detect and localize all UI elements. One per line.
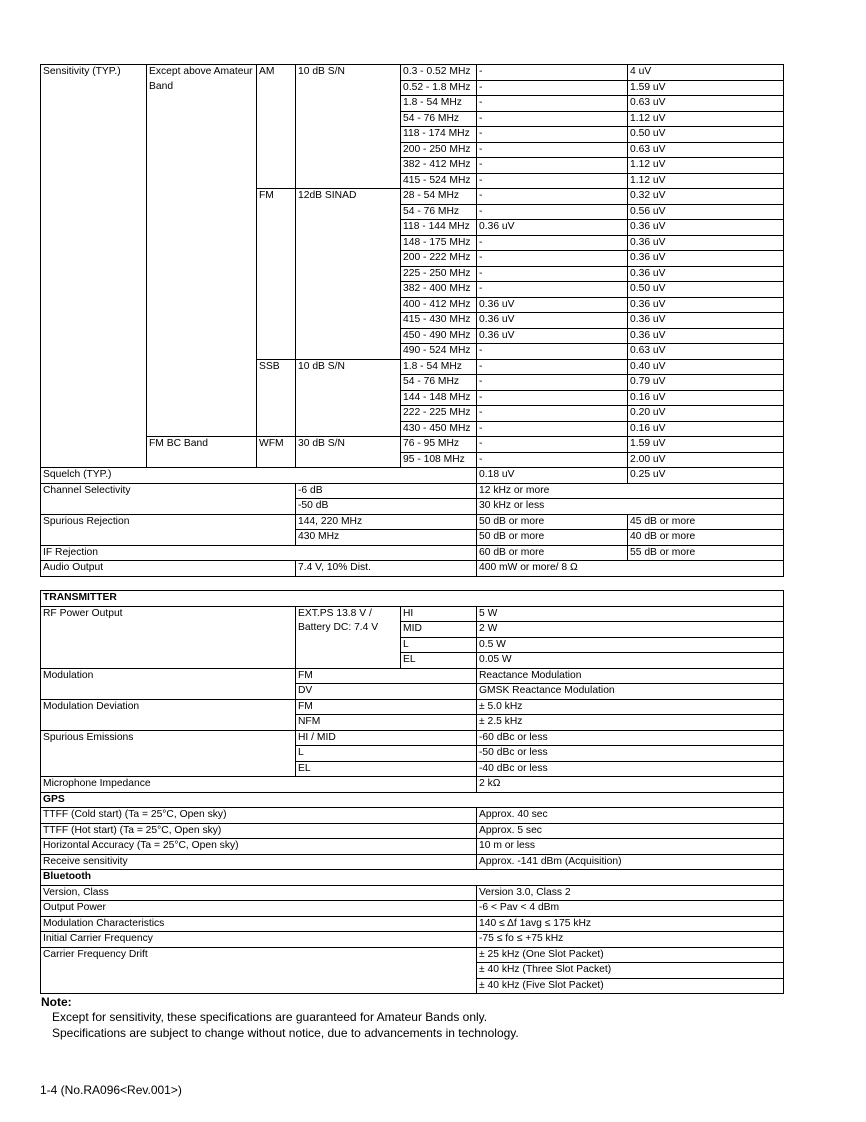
sensitivity-value: 0.63 uV [628, 96, 784, 112]
sensitivity-value: 0.79 uV [628, 375, 784, 391]
spec-value: Approx. -141 dBm (Acquisition) [477, 854, 784, 870]
spec-value: -60 dBc or less [477, 730, 784, 746]
spec-value: 30 kHz or less [477, 499, 784, 515]
spec-label: Spurious Emissions [41, 730, 296, 777]
transmitter-spec-table [40, 590, 784, 994]
sensitivity-value: 1.12 uV [628, 158, 784, 174]
sensitivity-value: 0.36 uV [477, 313, 628, 329]
bluetooth-row [41, 885, 784, 901]
spec-value: 0.18 uV [477, 468, 628, 484]
spec-value: ± 25 kHz (One Slot Packet) [477, 947, 784, 963]
spec-label: Audio Output [41, 561, 296, 577]
sensitivity-value: - [477, 65, 628, 81]
sensitivity-value: 0.36 uV [628, 251, 784, 267]
if-rejection-row [41, 545, 784, 561]
frequency-range: 415 - 524 MHz [401, 173, 477, 189]
spec-value: -75 ≤ fo ≤ +75 kHz [477, 932, 784, 948]
sensitivity-value: 0.36 uV [477, 297, 628, 313]
sensitivity-value: - [477, 127, 628, 143]
sensitivity-value: - [477, 406, 628, 422]
condition-label: 30 dB S/N [296, 437, 401, 468]
sensitivity-value: 0.56 uV [628, 204, 784, 220]
condition-label: 12dB SINAD [296, 189, 401, 360]
frequency-range: 415 - 430 MHz [401, 313, 477, 329]
band-group-label: Except above Amateur Band [147, 65, 257, 437]
sensitivity-value: - [477, 111, 628, 127]
condition-label: 10 dB S/N [296, 359, 401, 437]
sensitivity-row [41, 437, 784, 453]
sensitivity-value: - [477, 204, 628, 220]
sensitivity-value: 4 uV [628, 65, 784, 81]
frequency-range: 382 - 400 MHz [401, 282, 477, 298]
audio-output-row [41, 561, 784, 577]
bluetooth-row [41, 901, 784, 917]
spurious-row [41, 730, 784, 746]
spec-label: Channel Selectivity [41, 483, 296, 514]
gps-row [41, 854, 784, 870]
spec-condition: 144, 220 MHz [296, 514, 477, 530]
spec-condition: FM [296, 668, 477, 684]
spec-value: 0.05 W [477, 653, 784, 669]
sensitivity-value: 1.59 uV [628, 437, 784, 453]
spec-label: IF Rejection [41, 545, 477, 561]
spec-label: Horizontal Accuracy (Ta = 25°C, Open sky) [41, 839, 477, 855]
note-line: Specifications are subject to change without notice, due to advancements in technology. [52, 1026, 519, 1040]
spec-value: 40 dB or more [628, 530, 784, 546]
spec-value: 5 W [477, 606, 784, 622]
section-header: GPS [41, 792, 784, 808]
note-section [41, 995, 519, 1041]
spec-value: ± 5.0 kHz [477, 699, 784, 715]
squelch-row [41, 468, 784, 484]
sensitivity-value: - [477, 96, 628, 112]
spec-condition: 7.4 V, 10% Dist. [296, 561, 477, 577]
spec-label: Squelch (TYP.) [41, 468, 477, 484]
spec-value: ± 40 kHz (Three Slot Packet) [477, 963, 784, 979]
sensitivity-value: - [477, 421, 628, 437]
section-header-row [41, 591, 784, 607]
section-header-row [41, 870, 784, 886]
spec-label: Spurious Rejection [41, 514, 296, 545]
frequency-range: 0.3 - 0.52 MHz [401, 65, 477, 81]
rf-power-row [41, 606, 784, 622]
sensitivity-value: 1.59 uV [628, 80, 784, 96]
frequency-range: 54 - 76 MHz [401, 111, 477, 127]
note-title: Note: [41, 995, 72, 1009]
spec-label: Microphone Impedance [41, 777, 477, 793]
frequency-range: 450 - 490 MHz [401, 328, 477, 344]
frequency-range: 54 - 76 MHz [401, 375, 477, 391]
sensitivity-value: 0.36 uV [628, 235, 784, 251]
sensitivity-value: 0.32 uV [628, 189, 784, 205]
frequency-range: 200 - 250 MHz [401, 142, 477, 158]
power-level: EL [401, 653, 477, 669]
sensitivity-value: 1.12 uV [628, 173, 784, 189]
sensitivity-value: - [477, 158, 628, 174]
spec-condition: -50 dB [296, 499, 477, 515]
sensitivity-value: 0.36 uV [628, 328, 784, 344]
spec-label: Modulation [41, 668, 296, 699]
spec-value: 60 dB or more [477, 545, 628, 561]
sensitivity-value: 2.00 uV [628, 452, 784, 468]
sensitivity-value: 0.20 uV [628, 406, 784, 422]
sensitivity-value: 0.16 uV [628, 421, 784, 437]
frequency-range: 54 - 76 MHz [401, 204, 477, 220]
spec-label: Modulation Characteristics [41, 916, 477, 932]
sensitivity-value: 0.36 uV [628, 297, 784, 313]
frequency-range: 490 - 524 MHz [401, 344, 477, 360]
power-level: HI [401, 606, 477, 622]
spec-value: GMSK Reactance Modulation [477, 684, 784, 700]
gps-row [41, 839, 784, 855]
sensitivity-value: - [477, 359, 628, 375]
frequency-range: 118 - 144 MHz [401, 220, 477, 236]
power-level: L [401, 637, 477, 653]
gps-row [41, 808, 784, 824]
spec-value: 50 dB or more [477, 530, 628, 546]
spec-label: RF Power Output [41, 606, 296, 668]
sensitivity-value: - [477, 173, 628, 189]
sensitivity-value: - [477, 251, 628, 267]
sensitivity-value: 0.36 uV [628, 220, 784, 236]
spec-label: Initial Carrier Frequency [41, 932, 477, 948]
frequency-range: 430 - 450 MHz [401, 421, 477, 437]
channel-selectivity-row [41, 483, 784, 499]
spec-value: 45 dB or more [628, 514, 784, 530]
spec-condition: FM [296, 699, 477, 715]
spec-value: Reactance Modulation [477, 668, 784, 684]
carrier-drift-row [41, 947, 784, 963]
spec-value: ± 2.5 kHz [477, 715, 784, 731]
spec-value: 0.5 W [477, 637, 784, 653]
sensitivity-value: 0.36 uV [477, 220, 628, 236]
mode-label: SSB [257, 359, 296, 437]
sensitivity-value: - [477, 390, 628, 406]
sensitivity-value: 0.16 uV [628, 390, 784, 406]
sensitivity-value: 0.40 uV [628, 359, 784, 375]
spurious-rejection-row [41, 514, 784, 530]
frequency-range: 0.52 - 1.8 MHz [401, 80, 477, 96]
spec-condition: 430 MHz [296, 530, 477, 546]
section-header-row [41, 792, 784, 808]
spec-value: 50 dB or more [477, 514, 628, 530]
frequency-range: 28 - 54 MHz [401, 189, 477, 205]
frequency-range: 1.8 - 54 MHz [401, 359, 477, 375]
spec-value: -50 dBc or less [477, 746, 784, 762]
power-level: MID [401, 622, 477, 638]
mode-label: FM [257, 189, 296, 360]
spec-value: 2 kΩ [477, 777, 784, 793]
sensitivity-label: Sensitivity (TYP.) [41, 65, 147, 468]
spec-value: Approx. 5 sec [477, 823, 784, 839]
spec-value: -6 < Pav < 4 dBm [477, 901, 784, 917]
sensitivity-value: 0.63 uV [628, 142, 784, 158]
receiver-spec-table [40, 64, 784, 577]
sensitivity-value: 1.12 uV [628, 111, 784, 127]
frequency-range: 144 - 148 MHz [401, 390, 477, 406]
spec-value: 2 W [477, 622, 784, 638]
bluetooth-row [41, 916, 784, 932]
spec-condition: EL [296, 761, 477, 777]
spec-condition: DV [296, 684, 477, 700]
spec-label: Modulation Deviation [41, 699, 296, 730]
spec-value: -40 dBc or less [477, 761, 784, 777]
spec-value: Approx. 40 sec [477, 808, 784, 824]
sensitivity-value: 0.36 uV [628, 266, 784, 282]
sensitivity-value: 0.36 uV [628, 313, 784, 329]
spec-value: 12 kHz or more [477, 483, 784, 499]
section-header: TRANSMITTER [41, 591, 784, 607]
mode-label: AM [257, 65, 296, 189]
bluetooth-row [41, 932, 784, 948]
spec-label: TTFF (Cold start) (Ta = 25°C, Open sky) [41, 808, 477, 824]
sensitivity-value: - [477, 375, 628, 391]
spec-label: Carrier Frequency Drift [41, 947, 477, 994]
sensitivity-value: - [477, 344, 628, 360]
spec-condition: NFM [296, 715, 477, 731]
spec-label: TTFF (Hot start) (Ta = 25°C, Open sky) [41, 823, 477, 839]
spec-label: Version, Class [41, 885, 477, 901]
sensitivity-value: 0.63 uV [628, 344, 784, 360]
frequency-range: 95 - 108 MHz [401, 452, 477, 468]
modulation-row [41, 668, 784, 684]
sensitivity-value: - [477, 437, 628, 453]
spec-condition: HI / MID [296, 730, 477, 746]
spec-value: ± 40 kHz (Five Slot Packet) [477, 978, 784, 994]
sensitivity-value: - [477, 142, 628, 158]
frequency-range: 400 - 412 MHz [401, 297, 477, 313]
frequency-range: 118 - 174 MHz [401, 127, 477, 143]
spec-value: 55 dB or more [628, 545, 784, 561]
spec-value: Version 3.0, Class 2 [477, 885, 784, 901]
spec-value: 0.25 uV [628, 468, 784, 484]
spec-value: 10 m or less [477, 839, 784, 855]
sensitivity-value: - [477, 189, 628, 205]
sensitivity-value: 0.50 uV [628, 127, 784, 143]
spec-value: 400 mW or more/ 8 Ω [477, 561, 784, 577]
spec-label: Receive sensitivity [41, 854, 477, 870]
sensitivity-row [41, 65, 784, 81]
sensitivity-value: 0.36 uV [477, 328, 628, 344]
sensitivity-value: - [477, 452, 628, 468]
sensitivity-value: 0.50 uV [628, 282, 784, 298]
band-group-label: FM BC Band [147, 437, 257, 468]
mode-label: WFM [257, 437, 296, 468]
spec-value: 140 ≤ Δf 1avg ≤ 175 kHz [477, 916, 784, 932]
frequency-range: 76 - 95 MHz [401, 437, 477, 453]
frequency-range: 148 - 175 MHz [401, 235, 477, 251]
condition-label: 10 dB S/N [296, 65, 401, 189]
frequency-range: 200 - 222 MHz [401, 251, 477, 267]
page-footer: 1-4 (No.RA096<Rev.001>) [40, 1083, 182, 1097]
sensitivity-value: - [477, 235, 628, 251]
sensitivity-value: - [477, 80, 628, 96]
section-header: Bluetooth [41, 870, 784, 886]
frequency-range: 382 - 412 MHz [401, 158, 477, 174]
gps-row [41, 823, 784, 839]
mic-impedance-row [41, 777, 784, 793]
spec-condition: -6 dB [296, 483, 477, 499]
spec-label: Output Power [41, 901, 477, 917]
spec-condition: EXT.PS 13.8 V / Battery DC: 7.4 V [296, 606, 401, 668]
deviation-row [41, 699, 784, 715]
sensitivity-value: - [477, 282, 628, 298]
frequency-range: 222 - 225 MHz [401, 406, 477, 422]
frequency-range: 225 - 250 MHz [401, 266, 477, 282]
spec-condition: L [296, 746, 477, 762]
sensitivity-value: - [477, 266, 628, 282]
note-line: Except for sensitivity, these specifications are guaranteed for Amateur Bands only. [52, 1010, 488, 1024]
frequency-range: 1.8 - 54 MHz [401, 96, 477, 112]
